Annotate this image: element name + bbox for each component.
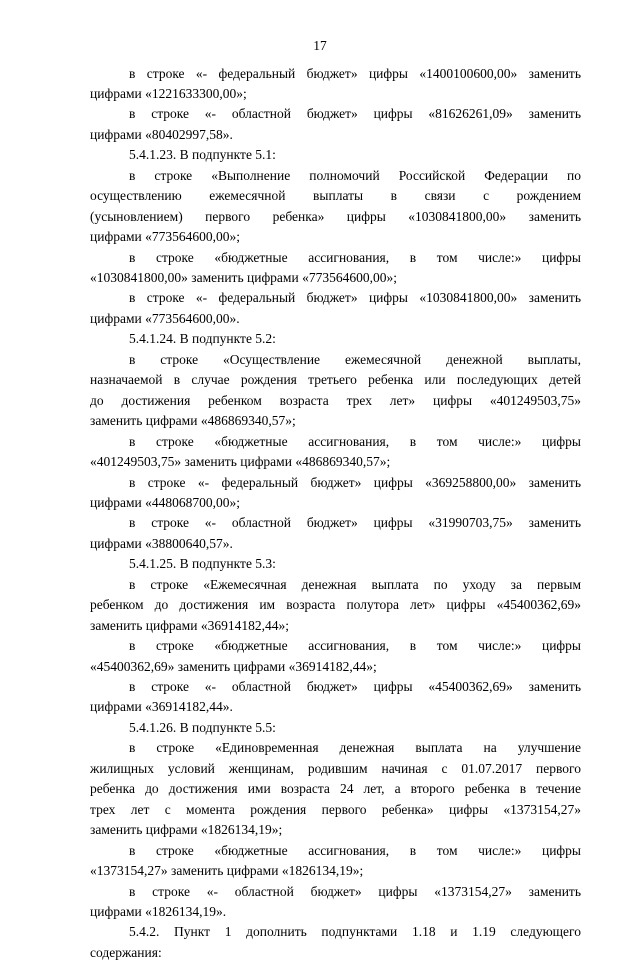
text-line: в строке «- федеральный бюджет» цифры «1030841800,00» заменить	[129, 290, 581, 306]
text-line: в строке «бюджетные ассигнования, в том числе:» цифры	[129, 249, 581, 265]
text-line: трех лет с момента рождения первого ребенка» цифры «1373154,27»	[90, 801, 581, 817]
text-line: 5.4.1.26. В подпункте 5.5:	[129, 719, 276, 735]
text-line: заменить цифрами «486869340,57»;	[90, 413, 296, 429]
text-line: цифрами «1221633300,00»;	[90, 86, 247, 101]
text-line: жилищных условий женщинам, родившим начиная с 01.07.2017 первого	[90, 760, 581, 776]
text-line: 5.4.1.25. В подпункте 5.3:	[129, 556, 276, 572]
text-line: «1373154,27» заменить цифрами «1826134,19»;	[90, 863, 364, 878]
text-line: в строке «- областной бюджет» цифры «31990703,75» заменить	[129, 515, 581, 531]
text-line: цифрами «1826134,19».	[90, 903, 227, 919]
text-line: цифрами «773564600,00».	[90, 310, 240, 326]
text-line: 5.4.1.23. В подпункте 5.1:	[129, 147, 276, 163]
text-line: в строке «бюджетные ассигнования, в том числе:» цифры	[129, 842, 581, 858]
text-line: в строке «бюджетные ассигнования, в том числе:» цифры	[129, 638, 581, 654]
text-line: цифрами «36914182,44».	[90, 699, 233, 715]
text-line: (усыновлением) первого ребенка» цифры «1030841800,00» заменить	[90, 208, 581, 224]
text-line: «45400362,69» заменить цифрами «36914182,44»;	[90, 658, 377, 674]
text-line: в строке «- областной бюджет» цифры «1373154,27» заменить	[129, 883, 581, 899]
text-line: в строке «- федеральный бюджет» цифры «1400100600,00» заменить	[129, 65, 581, 81]
text-line: «401249503,75» заменить цифрами «486869340,57»;	[90, 454, 391, 470]
text-line: ребенком до достижения им возраста полутора лет» цифры «45400362,69»	[90, 597, 581, 613]
text-line: заменить цифрами «36914182,44»;	[90, 617, 289, 633]
text-line: назначаемой в случае рождения третьего ребенка или последующих детей	[90, 372, 581, 388]
text-line: «1030841800,00» заменить цифрами «773564600,00»;	[90, 270, 397, 285]
text-line: осуществлению ежемесячной выплаты в связи с рождением	[90, 188, 581, 204]
text-line: в строке «- областной бюджет» цифры «45400362,69» заменить	[129, 679, 581, 694]
text-line: цифрами «80402997,58».	[90, 126, 233, 142]
text-line: в строке «бюджетные ассигнования, в том числе:» цифры	[129, 433, 581, 449]
page-number: 17	[313, 38, 327, 53]
text-line: цифрами «448068700,00»;	[90, 494, 240, 510]
text-line: в строке «Выполнение полномочий Российской Федерации по	[129, 167, 581, 183]
text-line: 5.4.1.24. В подпункте 5.2:	[129, 331, 276, 347]
text-line: цифрами «38800640,57».	[90, 535, 233, 551]
text-line: в строке «Осуществление ежемесячной денежной выплаты,	[129, 351, 581, 367]
text-line: в строке «- областной бюджет» цифры «81626261,09» заменить	[129, 106, 581, 122]
text-line: заменить цифрами «1826134,19»;	[90, 822, 283, 838]
text-line: до достижения ребенком возраста трех лет» цифры «401249503,75»	[90, 392, 581, 408]
text-line: в строке «Ежемесячная денежная выплата по уходу за первым	[129, 576, 581, 592]
text-line: в строке «- федеральный бюджет» цифры «369258800,00» заменить	[129, 474, 581, 490]
text-line: в строке «Единовременная денежная выплата на улучшение	[129, 740, 581, 756]
text-line: 5.4.2. Пункт 1 дополнить подпунктами 1.18 и 1.19 следующего	[129, 924, 581, 940]
text-line: цифрами «773564600,00»;	[90, 229, 240, 245]
text-line: ребенка до достижения ими возраста 24 лет, а второго ребенка в течение	[90, 781, 581, 797]
text-line: содержания:	[90, 944, 162, 960]
